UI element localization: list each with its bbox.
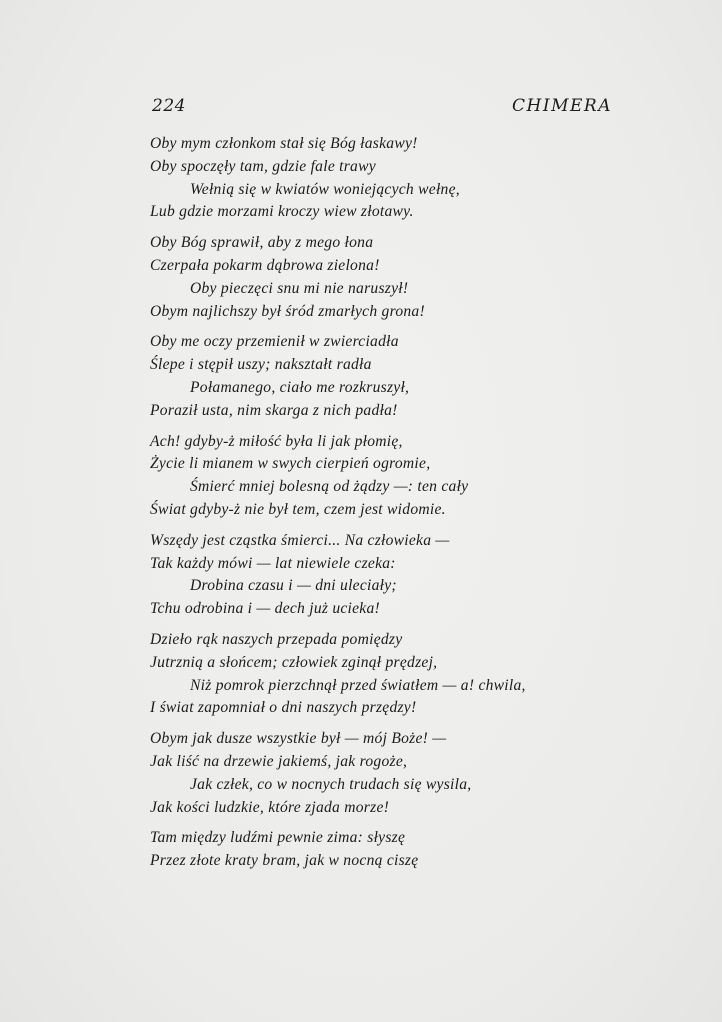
poem-line: Wełnią się w kwiatów woniejących wełnę,: [190, 180, 460, 198]
poem-line: Oby mym członkom stał się Bóg łaskawy!: [150, 135, 418, 152]
page-number: 224: [152, 96, 186, 116]
poem-line: Połamanego, ciało me rozkruszył,: [190, 378, 410, 396]
stanza: [150, 331, 620, 422]
poem-line: Dzieło rąk naszych przepada pomiędzy: [150, 630, 403, 648]
poem-line: Obym jak dusze wszystkie był — mój Boże! —: [150, 730, 447, 748]
poem-line: Ach! gdyby-ż miłość była li jak płomię,: [150, 432, 403, 450]
poem-line: Czerpała pokarm dąbrowa zielona!: [150, 256, 380, 274]
poem-line: Drobina czasu i — dni uleciały;: [190, 577, 397, 595]
poem-line: Świat gdyby-ż nie był tem, czem jest widomie.: [150, 500, 446, 518]
poem-line: Oby Bóg sprawił, aby z mego łona: [150, 234, 374, 252]
stanza: [150, 530, 620, 621]
poem-line: Przez złote kraty bram, jak w nocną ciszę: [150, 852, 419, 870]
poem-line: Obym najlichszy był śród zmarłych grona!: [150, 302, 425, 320]
stanza: [150, 728, 620, 819]
poem-line: Wszędy jest cząstka śmierci... Na człowieka —: [150, 531, 450, 549]
stanza: [150, 232, 620, 323]
poem-line: Tchu odrobina i — dech już ucieka!: [150, 600, 380, 618]
running-title: CHIMERA: [512, 96, 612, 116]
poem-line: Oby me oczy przemienił w zwierciadła: [150, 333, 399, 351]
poem-line: Oby pieczęci snu mi nie naruszył!: [190, 279, 409, 297]
poem-line: Tam między ludźmi pewnie zima: słyszę: [150, 829, 406, 847]
stanza: [150, 133, 620, 224]
poem-line: Oby spoczęły tam, gdzie fale trawy: [150, 157, 376, 175]
stanza: [150, 431, 620, 522]
poem-line: Poraził usta, nim skarga z nich padła!: [150, 401, 398, 419]
poem-line: Śmierć mniej bolesną od żądzy —: ten cały: [190, 478, 469, 496]
stanza: [150, 629, 620, 720]
poem-body: [150, 133, 620, 881]
page-header: [152, 96, 612, 120]
poem-line: Lub gdzie morzami kroczy wiew złotawy.: [150, 203, 414, 221]
poem-line: Jutrznią a słońcem; człowiek zginął prędzej,: [150, 653, 438, 671]
poem-line: I świat zapomniał o dni naszych przędzy!: [150, 699, 417, 717]
poem-line: Niż pomrok pierzchnął przed światłem — a! chwila,: [190, 676, 526, 694]
stanza: [150, 827, 620, 873]
poem-line: Jak człek, co w nocnych trudach się wysila,: [190, 775, 472, 793]
poem-line: Życie li mianem w swych cierpień ogromie,: [150, 455, 431, 473]
poem-line: Tak każdy mówi — lat niewiele czeka:: [150, 554, 396, 572]
poem-line: Jak liść na drzewie jakiemś, jak rogoże,: [150, 752, 408, 770]
poem-line: Jak kości ludzkie, które zjada morze!: [150, 798, 390, 816]
poem-line: Ślepe i stępił uszy; nakształt radła: [150, 356, 372, 374]
